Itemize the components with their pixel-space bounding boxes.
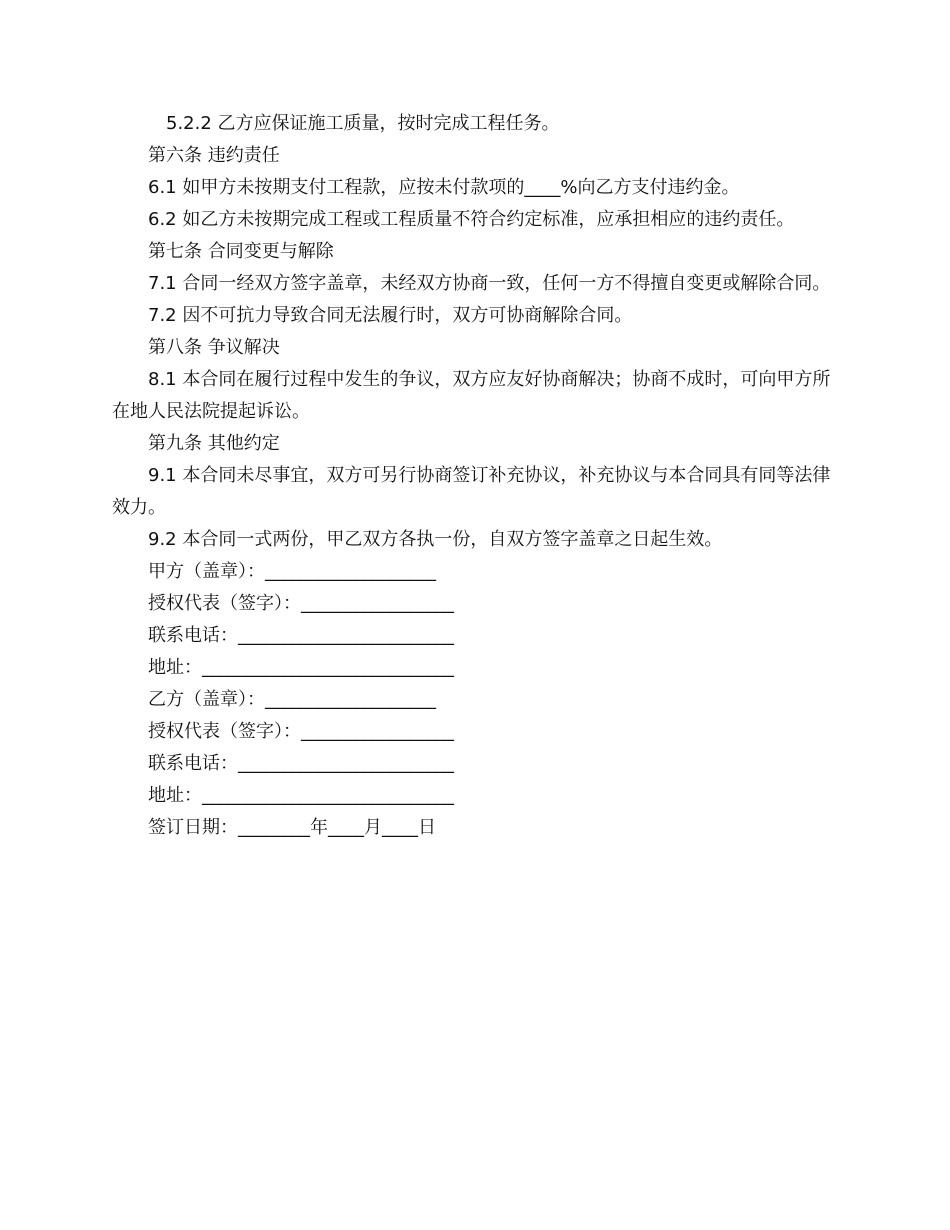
signing-date-line: 签订日期：________年____月____日 (148, 817, 436, 838)
clause-6-2: 6.2 如乙方未按期完成工程或工程质量不符合约定标准，应承担相应的违约责任。 (148, 209, 795, 230)
clause-9-1: 9.1 本合同未尽事宜，双方可另行协商签订补充协议，补充协议与本合同具有同等法律效力。 (112, 465, 831, 518)
clause-5-2-2: 5.2.2 乙方应保证施工质量，按时完成工程任务。 (166, 113, 560, 134)
party-b-phone-line: 联系电话：________________________ (148, 753, 454, 774)
clause-7-2: 7.2 因不可抗力导致合同无法履行时，双方可协商解除合同。 (148, 305, 633, 326)
party-b-address-line: 地址：____________________________ (148, 785, 454, 806)
party-a-seal-line: 甲方（盖章）：___________________ (148, 561, 436, 582)
party-a-representative-line: 授权代表（签字）：_________________ (148, 593, 454, 614)
article-6-heading: 第六条 违约责任 (148, 145, 280, 166)
clause-6-1: 6.1 如甲方未按期支付工程款，应按未付款项的____%向乙方支付违约金。 (148, 177, 740, 198)
party-b-seal-line: 乙方（盖章）：___________________ (148, 689, 436, 710)
party-a-address-line: 地址：____________________________ (148, 657, 454, 678)
contract-body (112, 108, 842, 844)
article-7-heading: 第七条 合同变更与解除 (148, 241, 334, 262)
clause-9-2: 9.2 本合同一式两份，甲乙双方各执一份，自双方签字盖章之日起生效。 (148, 529, 723, 550)
clause-7-1: 7.1 合同一经双方签字盖章，未经双方协商一致，任何一方不得擅自变更或解除合同。 (148, 273, 831, 294)
article-9-heading: 第九条 其他约定 (148, 433, 280, 454)
party-b-representative-line: 授权代表（签字）：_________________ (148, 721, 454, 742)
party-a-phone-line: 联系电话：________________________ (148, 625, 454, 646)
article-8-heading: 第八条 争议解决 (148, 337, 280, 358)
clause-8-1: 8.1 本合同在履行过程中发生的争议，双方应友好协商解决；协商不成时，可向甲方所在地人民法院提起诉讼。 (112, 369, 831, 422)
